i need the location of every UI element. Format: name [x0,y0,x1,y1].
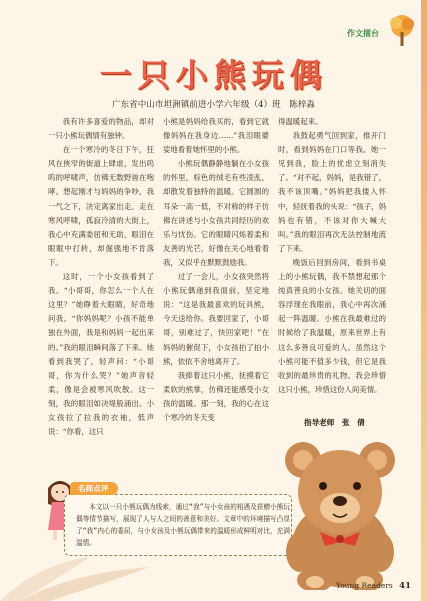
page-number: 41 [399,581,411,591]
comment-label: 名师点评 [70,482,118,495]
tree-icon [387,14,417,48]
paragraph: 小熊玩偶静静地躺在小女孩的怀里，棕色的绒毛有些凌乱，却散发着独特的温暖。它圆圆的耳朵一高一低，不对称的样子仿佛在讲述与小女孩共同经历的欢乐与忧伤。它的眼睛闪烁着柔和友善的光芒，好像在关心地看着我，又似乎在默默鼓励我。 [163,159,269,267]
paragraph: 在一个寒冷的冬日下午，狂风在俠窄的街道上肆虐，发出呜呜的呼啸声，仿佛无数野兽在咆哮。想起刚才与妈妈的争吵，我一气之下，决定离家出走。走在寒风呼啸，孤寂冷清的大街上，我心中充满委屈和无助，眼泪在眼眶中打转，却倔强地不肯落下。 [48,145,154,267]
text-column-1 [48,115,154,475]
paragraph: 这时，一个小女孩看到了我。“小哥哥，你怎么一个人在这里？”她睁着大眼睛，好奇地问我。“你妈妈呢？小孩不能单独在外面，我是和妈妈一起出来的。”我的眼泪瞬间落了下来。她看到我哭了，轻声问：“小哥哥，你为什么哭？”她声音轻柔，像是会被寒风吹散。这一刻，我的眼泪如决堤般涌出。小女孩拉了拉我的衣袖，低声说：“你看，这只 [48,272,154,437]
paragraph: 我捧着这只小熊，抚摸着它柔软的熊掌，仿佛还能感受小女孩的温暖。那一刻，我的心在这个寒冷的冬天变 [163,370,269,422]
section-tag: 作文擂台 [347,29,379,38]
paragraph: 晚饭后回到房间，看到书桌上的小熊玩偶，我不禁想起那个纯真善良的小女孩。她关切的面容浮现在我眼前，我心中再次涌起一阵温暖。小熊在我最难过的时候给了我温暖，原来世界上有这么多善良可爱的人。虽然这个小熊可能不值多少钱，但它是我收到的最珍贵的礼物。我会珍惜这只小熊，珍惜这份人间美情。 [278,257,386,394]
comment-text: 本文以一只小熊玩偶为线索，通过“我”与小女孩的相遇及获赠小熊玩偶等情节描写，展现了人与人之间的善意和美好。文章中的环境描写凸显了“我”内心的委屈，与小女孩及小熊玩偶带来的温暖形成鲜明对比，充满温情。 [76,503,290,548]
article-title: 一只小熊玩偶 [99,56,328,94]
teacher-credit: 指导老师 张 倩 [304,418,365,427]
text-column-3 [278,115,386,420]
magazine-name: Young Readers [335,581,393,590]
paragraph: 得温暖起来。 [278,117,323,126]
paragraph: 小熊是妈妈给我买的，看到它就像妈妈在我身边……”我泪眼婆娑地看着她怀里的小熊。 [163,117,269,155]
author-line: 广东省中山市坦洲镇前进小学六年级（4）班 陈梓淼 [111,100,316,110]
page-footer [336,581,411,591]
teddy-bear-illustration [265,430,415,590]
feather-decoration [0,553,160,601]
paragraph: 过了一会儿，小女孩突然将小熊玩偶递到我面前，坚定地说：“这是我最喜欢的玩具熊，今天送给你。我要回家了，小哥哥，别难过了，快回家吧！”在妈妈的催促下，小女孩拍了拍小熊，依依不舍地离开了。 [163,272,269,366]
paragraph: 我有许多喜爱的物品，却对一只小熊玩偶情有独钟。 [48,117,154,141]
paragraph: 我鼓起勇气回到家，推开门时，看到妈妈在门口等我。她一见到我，脸上的忧虑立刻消失了。“对不起，妈妈，是我错了，我不该顶嘴。”妈妈把我搂入怀中，轻抚着我的头说：“孩子，妈妈也有错，不该对你大喊大叫。”我的眼泪再次无法控制地流了下来。 [278,131,386,253]
text-column-2 [163,115,269,475]
